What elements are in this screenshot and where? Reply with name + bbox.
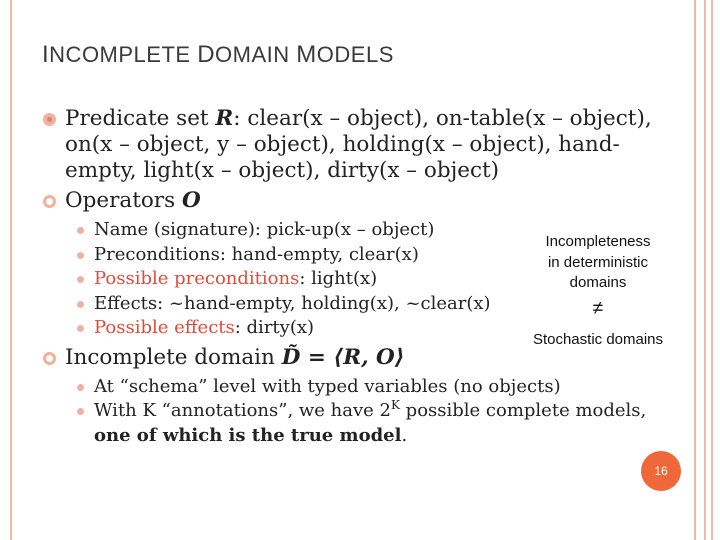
domain-formula: D̃ = ⟨R, O⟩ [281, 344, 405, 370]
not-equal-symbol: ≠ [592, 297, 604, 319]
page-number-badge: 16 [641, 451, 681, 491]
note-line-1: Incompleteness [545, 233, 651, 250]
note-line-2: in deterministic [547, 253, 649, 271]
bullet-marker-icon [43, 113, 56, 126]
sub-bullet-icon [77, 227, 84, 234]
operator-possible-effects-item: Possible effects: dirty(x) [42, 316, 662, 341]
bullet-predicate-set: Predicate set R: clear(x – object), on-table(x – object), on(x – object, y – object), holding(x – object), hand-empty, light(x – object), dirty(x – object) [42, 106, 662, 184]
bullet-marker-icon [43, 352, 56, 365]
slide-title: INCOMPLETE DOMAIN MODELS [42, 41, 394, 68]
operator-effects-item: Effects: ~hand-empty, holding(x), ~clear(x) [42, 292, 662, 317]
sub-bullet-icon [77, 276, 84, 283]
operator-preconditions-item: Preconditions: hand-empty, clear(x) [42, 243, 662, 268]
bullet-incomplete-domain: Incomplete domain D̃ = ⟨R, O⟩ [42, 345, 662, 371]
annotations-item: With K “annotations”, we have $2^K$ possible complete models, one of which is the true model. [42, 399, 662, 448]
sub-bullet-icon [77, 408, 84, 415]
incompleteness-note [514, 232, 682, 350]
sub-bullet-icon [77, 301, 84, 308]
schema-level-item: At “schema” level with typed variables (no objects) [42, 375, 662, 400]
sub-bullet-icon [77, 384, 84, 391]
operator-possible-preconditions-item: Possible preconditions: light(x) [42, 267, 662, 292]
decorative-line-right-3 [711, 0, 713, 540]
note-stochastic: Stochastic domains [532, 330, 664, 348]
operator-name-item: Name (signature): pick-up(x – object) [42, 218, 662, 243]
sub-bullet-icon [77, 325, 84, 332]
note-line-3: domains [569, 274, 627, 291]
decorative-line-left [10, 0, 12, 540]
decorative-line-right-1 [694, 0, 696, 540]
bullet-marker-icon [43, 195, 56, 208]
sub-bullet-icon [77, 252, 84, 259]
bullet-operators: Operators O [42, 188, 662, 214]
incomplete-domain-list [42, 375, 662, 449]
decorative-line-right-2 [704, 0, 706, 540]
